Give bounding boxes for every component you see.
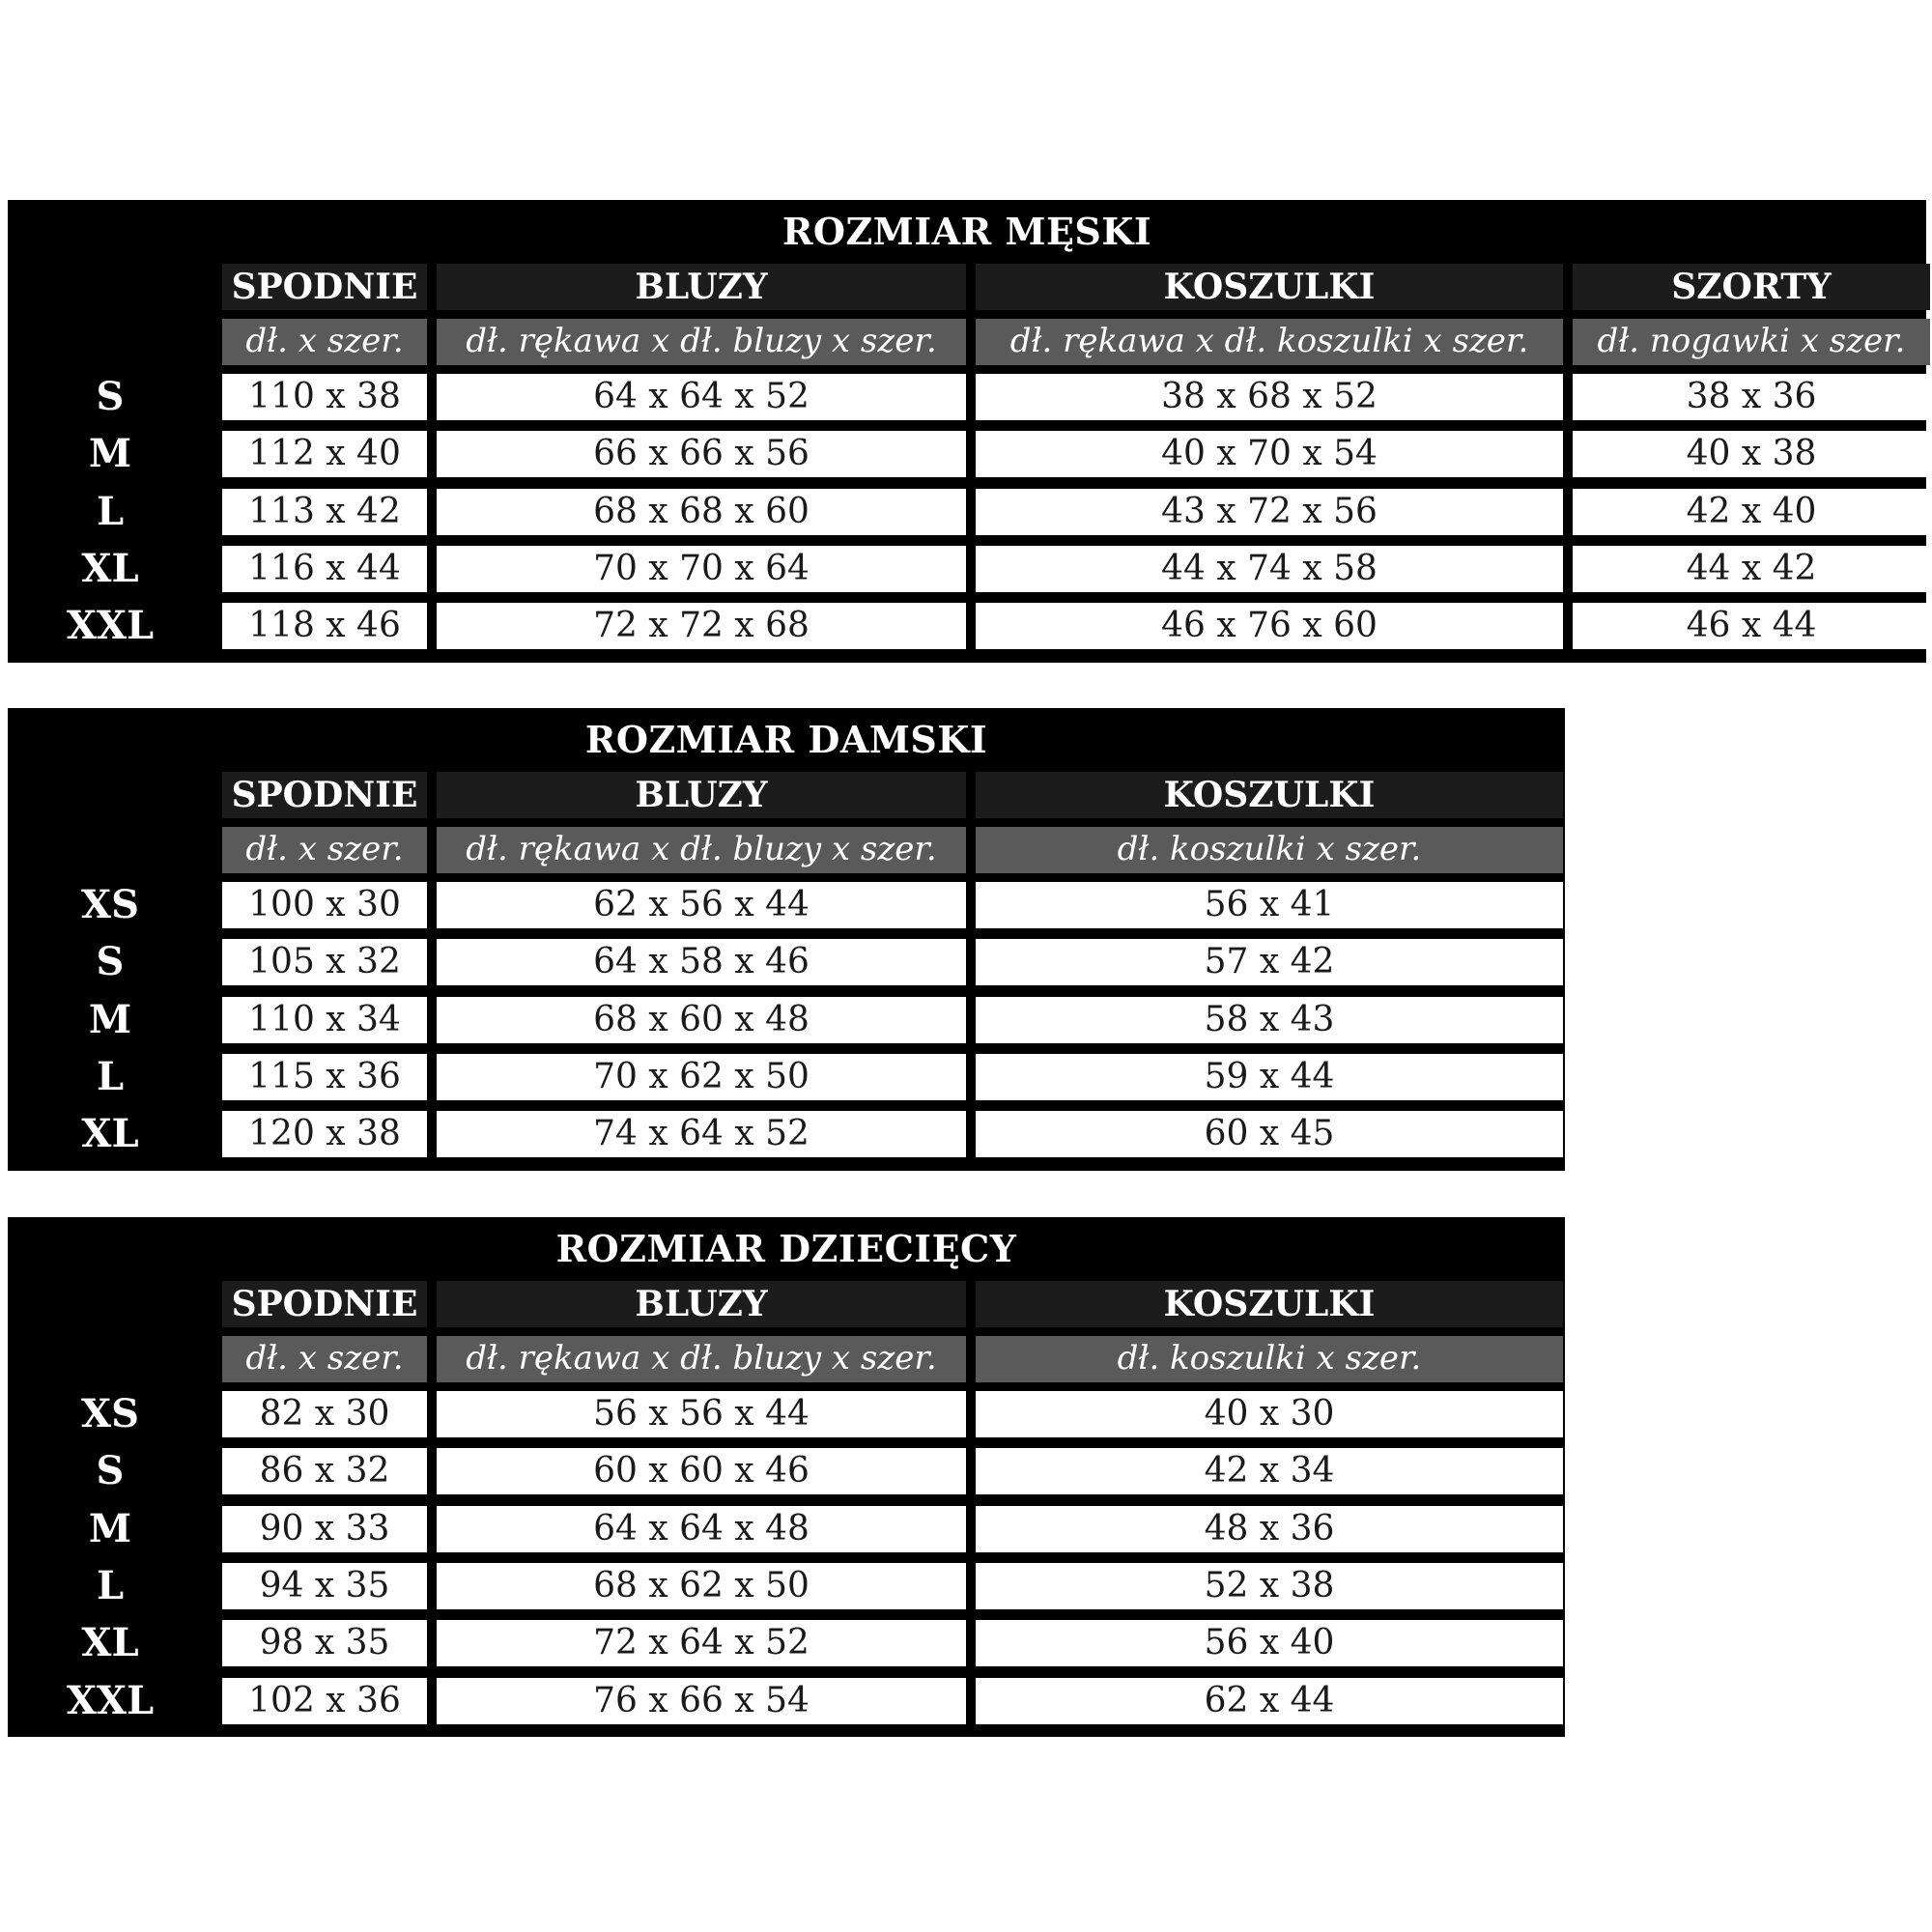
table-title: ROZMIAR MĘSKI [781, 210, 1152, 253]
table-cell: 113 x 42 [222, 489, 427, 535]
size-label: S [96, 374, 125, 419]
table-cell: 46 x 76 x 60 [976, 603, 1563, 649]
table-cell: 62 x 56 x 44 [437, 882, 966, 928]
size-label: XXL [66, 603, 155, 648]
table-cell: 70 x 70 x 64 [437, 546, 966, 592]
table-cell: 64 x 64 x 48 [437, 1506, 966, 1552]
column-header: KOSZULKI [976, 264, 1563, 310]
table-cell: 105 x 32 [222, 939, 427, 985]
table-cell: 42 x 40 [1573, 489, 1930, 535]
table-cell: 98 x 35 [222, 1620, 427, 1666]
table-cell: 38 x 36 [1573, 374, 1930, 420]
table-cell: 64 x 64 x 52 [437, 374, 966, 420]
table-cell: 38 x 68 x 52 [976, 374, 1563, 420]
column-subheader: dł. rękawa x dł. koszulki x szer. [976, 319, 1563, 365]
table-cell: 115 x 36 [222, 1054, 427, 1100]
column-subheader: dł. koszulki x szer. [976, 827, 1563, 873]
size-label: XS [81, 1391, 139, 1436]
table-cell: 66 x 66 x 56 [437, 431, 966, 477]
table-cell: 60 x 60 x 46 [437, 1448, 966, 1494]
size-label: XL [81, 1111, 139, 1156]
table-cell: 40 x 30 [976, 1391, 1563, 1437]
table-cell: 62 x 44 [976, 1678, 1563, 1724]
table-cell: 72 x 72 x 68 [437, 603, 966, 649]
size-label: S [96, 939, 125, 984]
table-cell: 90 x 33 [222, 1506, 427, 1552]
table-cell: 94 x 35 [222, 1563, 427, 1609]
table-cell: 44 x 74 x 58 [976, 546, 1563, 592]
table-cell: 102 x 36 [222, 1678, 427, 1724]
table-cell: 48 x 36 [976, 1506, 1563, 1552]
column-subheader: dł. x szer. [222, 1336, 427, 1382]
table-cell: 112 x 40 [222, 431, 427, 477]
table-cell: 118 x 46 [222, 603, 427, 649]
table-cell: 82 x 30 [222, 1391, 427, 1437]
table-cell: 52 x 38 [976, 1563, 1563, 1609]
size-label: XL [81, 1620, 139, 1665]
table-cell: 116 x 44 [222, 546, 427, 592]
table-cell: 58 x 43 [976, 997, 1563, 1043]
column-header: KOSZULKI [976, 772, 1563, 818]
column-subheader: dł. rękawa x dł. bluzy x szer. [437, 319, 966, 365]
table-cell: 56 x 40 [976, 1620, 1563, 1666]
column-header: BLUZY [437, 772, 966, 818]
table-cell: 60 x 45 [976, 1111, 1563, 1157]
column-subheader: dł. x szer. [222, 319, 427, 365]
table-cell: 59 x 44 [976, 1054, 1563, 1100]
table-cell: 74 x 64 x 52 [437, 1111, 966, 1157]
table-cell: 64 x 58 x 46 [437, 939, 966, 985]
size-label: L [96, 1054, 125, 1099]
size-label: M [88, 431, 132, 476]
table-cell: 40 x 70 x 54 [976, 431, 1563, 477]
table-cell: 44 x 42 [1573, 546, 1930, 592]
size-label: L [96, 1563, 125, 1608]
table-cell: 120 x 38 [222, 1111, 427, 1157]
column-subheader: dł. x szer. [222, 827, 427, 873]
table-cell: 56 x 56 x 44 [437, 1391, 966, 1437]
table-cell: 68 x 62 x 50 [437, 1563, 966, 1609]
column-header: SPODNIE [222, 772, 427, 818]
size-label: XXL [66, 1678, 155, 1723]
size-label: S [96, 1448, 125, 1493]
size-label: XL [81, 546, 139, 591]
column-subheader: dł. rękawa x dł. bluzy x szer. [437, 827, 966, 873]
size-label: M [88, 997, 132, 1042]
table-cell: 110 x 34 [222, 997, 427, 1043]
size-label: L [96, 489, 125, 534]
table-cell: 76 x 66 x 54 [437, 1678, 966, 1724]
table-cell: 46 x 44 [1573, 603, 1930, 649]
table-title: ROZMIAR DAMSKI [584, 718, 988, 761]
table-cell: 86 x 32 [222, 1448, 427, 1494]
column-subheader: dł. rękawa x dł. bluzy x szer. [437, 1336, 966, 1382]
table-cell: 57 x 42 [976, 939, 1563, 985]
size-table [8, 708, 1565, 1171]
table-cell: 42 x 34 [976, 1448, 1563, 1494]
table-cell: 68 x 60 x 48 [437, 997, 966, 1043]
column-header: SZORTY [1573, 264, 1930, 310]
size-label: M [88, 1506, 132, 1551]
table-title: ROZMIAR DZIECIĘCY [555, 1227, 1017, 1270]
column-header: SPODNIE [222, 1281, 427, 1327]
column-header: BLUZY [437, 264, 966, 310]
table-cell: 72 x 64 x 52 [437, 1620, 966, 1666]
column-header: KOSZULKI [976, 1281, 1563, 1327]
table-cell: 68 x 68 x 60 [437, 489, 966, 535]
size-table [8, 200, 1926, 663]
table-cell: 43 x 72 x 56 [976, 489, 1563, 535]
column-subheader: dł. nogawki x szer. [1573, 319, 1930, 365]
column-header: BLUZY [437, 1281, 966, 1327]
table-cell: 56 x 41 [976, 882, 1563, 928]
table-cell: 100 x 30 [222, 882, 427, 928]
table-cell: 40 x 38 [1573, 431, 1930, 477]
table-cell: 110 x 38 [222, 374, 427, 420]
size-label: XS [81, 882, 139, 927]
size-table [8, 1217, 1565, 1737]
column-subheader: dł. koszulki x szer. [976, 1336, 1563, 1382]
column-header: SPODNIE [222, 264, 427, 310]
table-cell: 70 x 62 x 50 [437, 1054, 966, 1100]
